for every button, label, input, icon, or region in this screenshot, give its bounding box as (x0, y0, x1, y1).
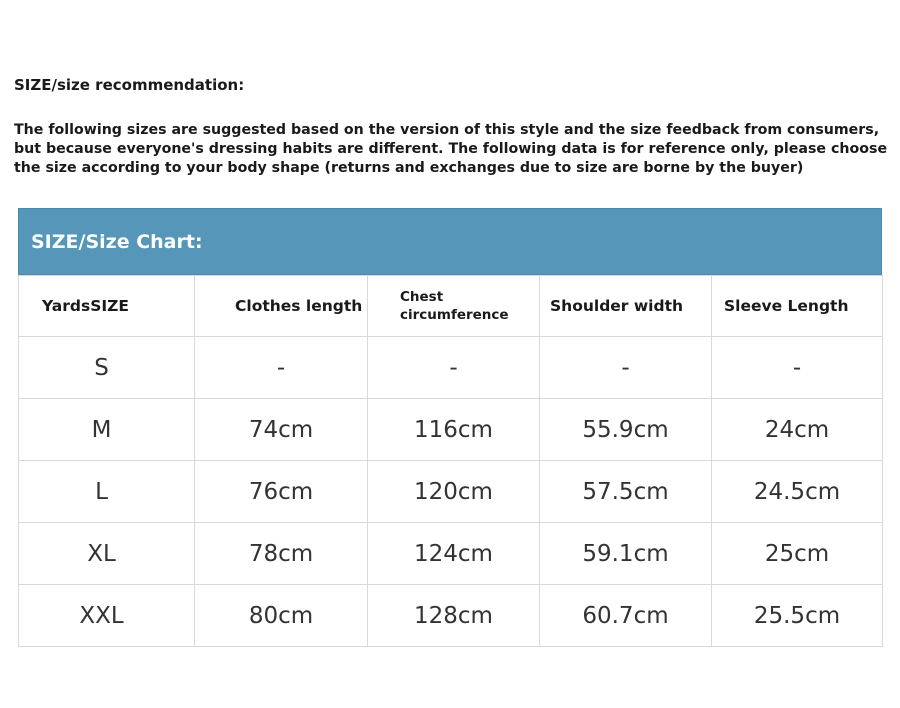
size-cell: L (19, 461, 195, 523)
sleeve-cell: 25cm (712, 523, 883, 585)
header-shoulder-width: Shoulder width (540, 276, 712, 337)
table-row (19, 523, 883, 585)
shoulder-cell: 55.9cm (540, 399, 712, 461)
table-row (19, 337, 883, 399)
page-heading: SIZE/size recommendation: (14, 76, 245, 94)
table-row (19, 461, 883, 523)
header-size: YardsSIZE (19, 276, 195, 337)
size-cell: M (19, 399, 195, 461)
header-clothes-length: Clothes length (195, 276, 368, 337)
size-chart (18, 208, 882, 647)
table-row (19, 585, 883, 647)
shoulder-cell: 59.1cm (540, 523, 712, 585)
size-cell: XXL (19, 585, 195, 647)
shoulder-cell: - (540, 337, 712, 399)
table-row (19, 399, 883, 461)
sleeve-cell: 24cm (712, 399, 883, 461)
chest-cell: 124cm (368, 523, 540, 585)
size-cell: S (19, 337, 195, 399)
size-chart-title: SIZE/Size Chart: (31, 230, 203, 253)
size-cell: XL (19, 523, 195, 585)
chest-cell: 120cm (368, 461, 540, 523)
sleeve-cell: 25.5cm (712, 585, 883, 647)
shoulder-cell: 57.5cm (540, 461, 712, 523)
length-cell: 78cm (195, 523, 368, 585)
length-cell: - (195, 337, 368, 399)
size-table (18, 275, 883, 647)
sleeve-cell: - (712, 337, 883, 399)
shoulder-cell: 60.7cm (540, 585, 712, 647)
size-chart-header (18, 208, 882, 275)
sleeve-cell: 24.5cm (712, 461, 883, 523)
chest-cell: 128cm (368, 585, 540, 647)
chest-cell: 116cm (368, 399, 540, 461)
length-cell: 74cm (195, 399, 368, 461)
size-disclaimer-text: The following sizes are suggested based on the version of this style and the size feedback from consumers, but because everyone's dressing habits are different. The following data is for reference only, please choose the size according to your body shape (returns and exchanges due to size are borne by the buyer) (14, 122, 888, 176)
length-cell: 80cm (195, 585, 368, 647)
table-header-row (19, 276, 883, 337)
header-chest-circumference: Chest circumference (368, 276, 540, 337)
chest-cell: - (368, 337, 540, 399)
header-sleeve-length: Sleeve Length (712, 276, 883, 337)
length-cell: 76cm (195, 461, 368, 523)
